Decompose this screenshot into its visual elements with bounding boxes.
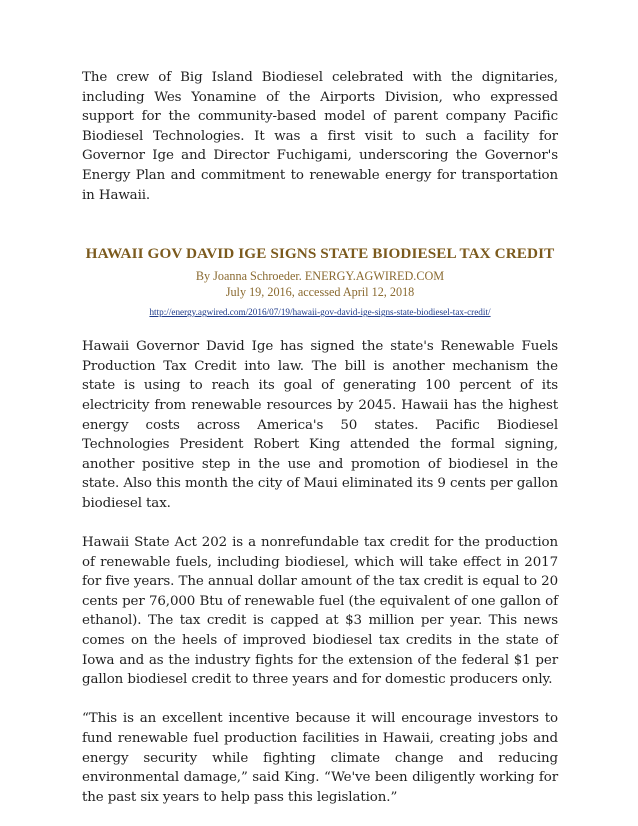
article-paragraph-3: “This is an excellent incentive because it will encourage investors to fund renewable fuel production facilities in Hawaii, creating jobs and energy security while fighting climate change and reducing environmental damage,” said King. “We've been diligently working for the past six years to help pass this legislation.” bbox=[82, 711, 558, 805]
article-dateline: July 19, 2016, accessed April 12, 2018 bbox=[225, 285, 415, 300]
document-page bbox=[82, 68, 558, 807]
source-link[interactable]: http://energy.agwired.com/2016/07/19/hawaii-gov-david-ige-signs-state-biodiesel-tax-credit/ bbox=[149, 307, 491, 318]
article-body bbox=[82, 337, 558, 807]
article-headline: HAWAII GOV DAVID IGE SIGNS STATE BIODIESEL TAX CREDIT bbox=[85, 245, 555, 263]
article-paragraph-2: Hawaii State Act 202 is a nonrefundable tax credit for the production of renewable fuels, including biodiesel, which will take effect in 2017 for five years. The annual dollar amount of the tax credit is equal to 20 cents per 76,000 Btu of renewable fuel (the equivalent of one gallon of ethanol). The tax credit is capped at $3 million per year. This news comes on the heels of improved biodiesel tax credits in the state of Iowa and as the industry fights for the extension of the federal $1 per gallon biodiesel credit to three years and for domestic producers only. bbox=[82, 535, 558, 688]
article-header bbox=[82, 245, 558, 319]
article-byline: By Joanna Schroeder. ENERGY.AGWIRED.COM bbox=[195, 269, 445, 284]
intro-paragraph: The crew of Big Island Biodiesel celebrated with the dignitaries, including Wes Yonamine of the Airports Division, who expressed support for the community-based model of parent company Pacific Biodiesel Technologies. It was a first visit to such a facility for Governor Ige and Director Fuchigami, underscoring the Governor's Energy Plan and commitment to renewable energy for transportation in Hawaii. bbox=[82, 70, 558, 203]
article-paragraph-1: Hawaii Governor David Ige has signed the state's Renewable Fuels Production Tax Credit into law. The bill is another mechanism the state is using to reach its goal of generating 100 percent of its electricity from renewable resources by 2045. Hawaii has the highest energy costs across America's 50 states. Pacific Biodiesel Technologies President Robert King attended the formal signing, another positive step in the use and promotion of biodiesel in the state. Also this month the city of Maui eliminated its 9 cents per gallon biodiesel tax. bbox=[82, 339, 558, 511]
